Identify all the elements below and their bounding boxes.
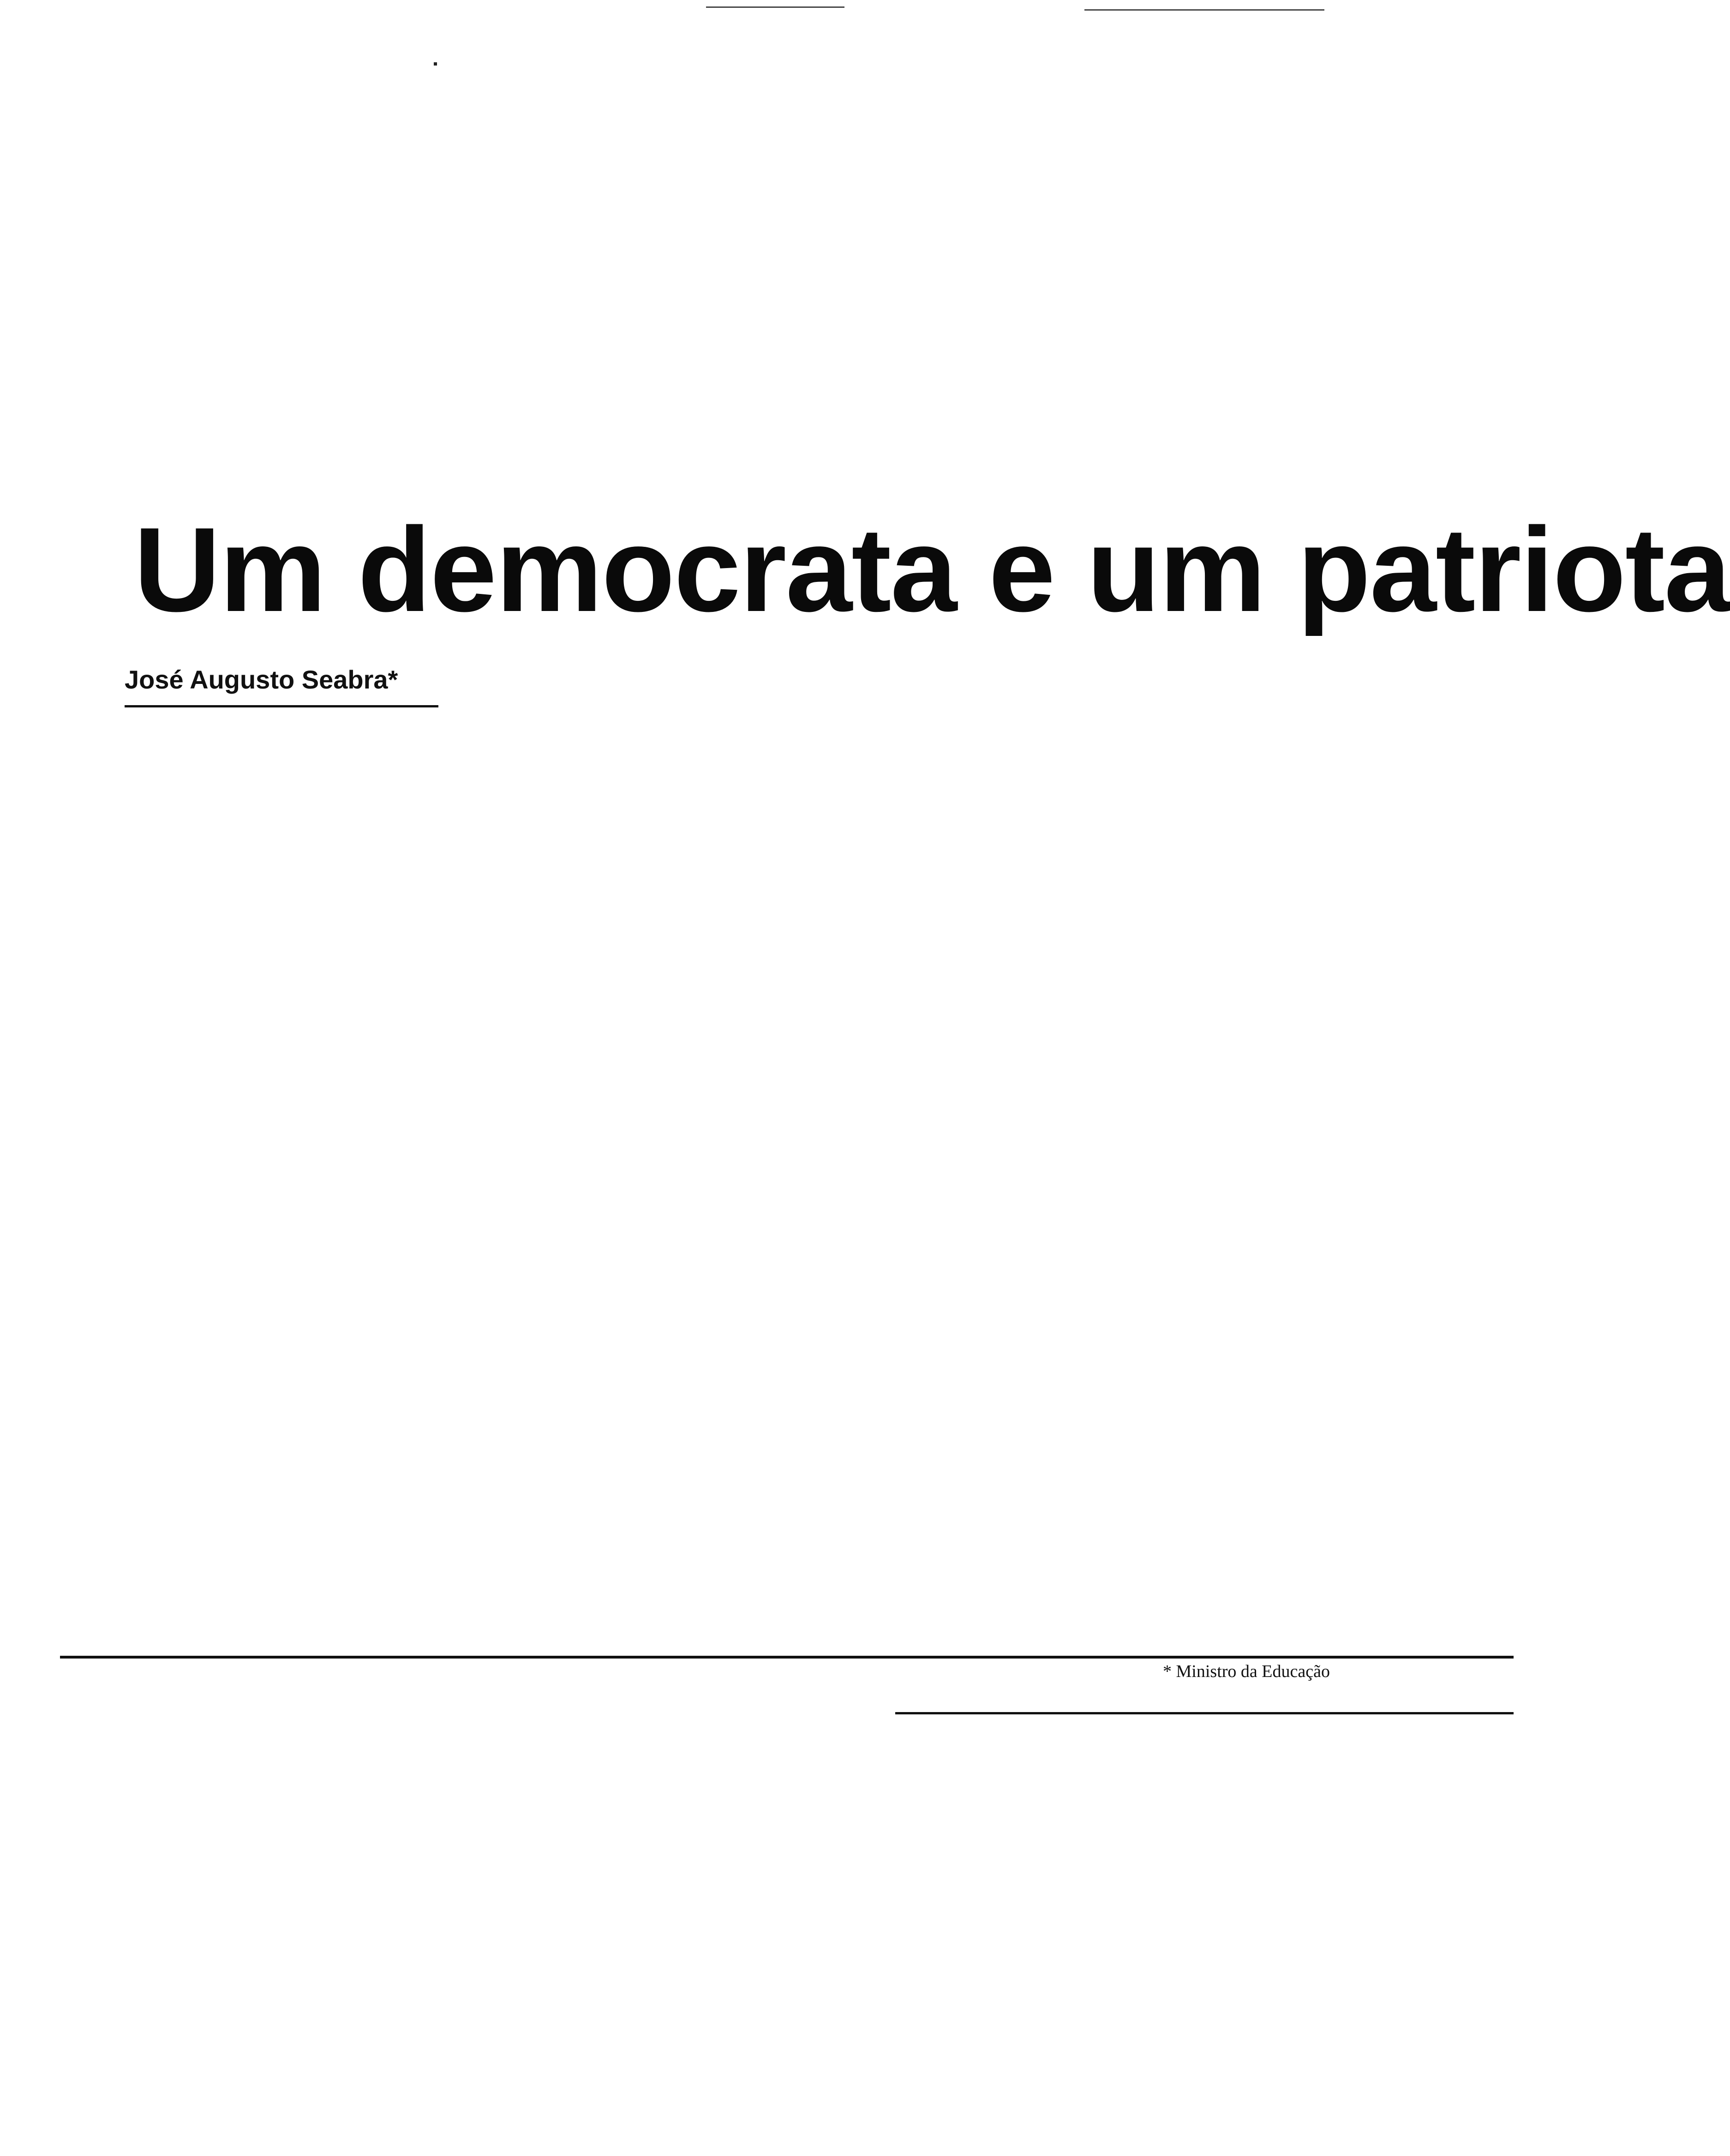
byline: José Augusto Seabra* [125, 665, 398, 694]
top-rule [1084, 9, 1324, 11]
byline-rule [125, 705, 438, 707]
headline: Um democrata e um patriota [134, 503, 1730, 637]
article-column-2 [466, 688, 803, 1638]
top-rule [706, 6, 844, 8]
article-column-1 [88, 738, 415, 1661]
author-footnote: * Ministro da Educação [1163, 1662, 1330, 1681]
bottom-rule [895, 1712, 1514, 1714]
article-column-4 [1186, 706, 1504, 1606]
bottom-rule [60, 1656, 1514, 1659]
scan-speck [434, 62, 437, 66]
article-column-3 [831, 697, 1163, 1657]
